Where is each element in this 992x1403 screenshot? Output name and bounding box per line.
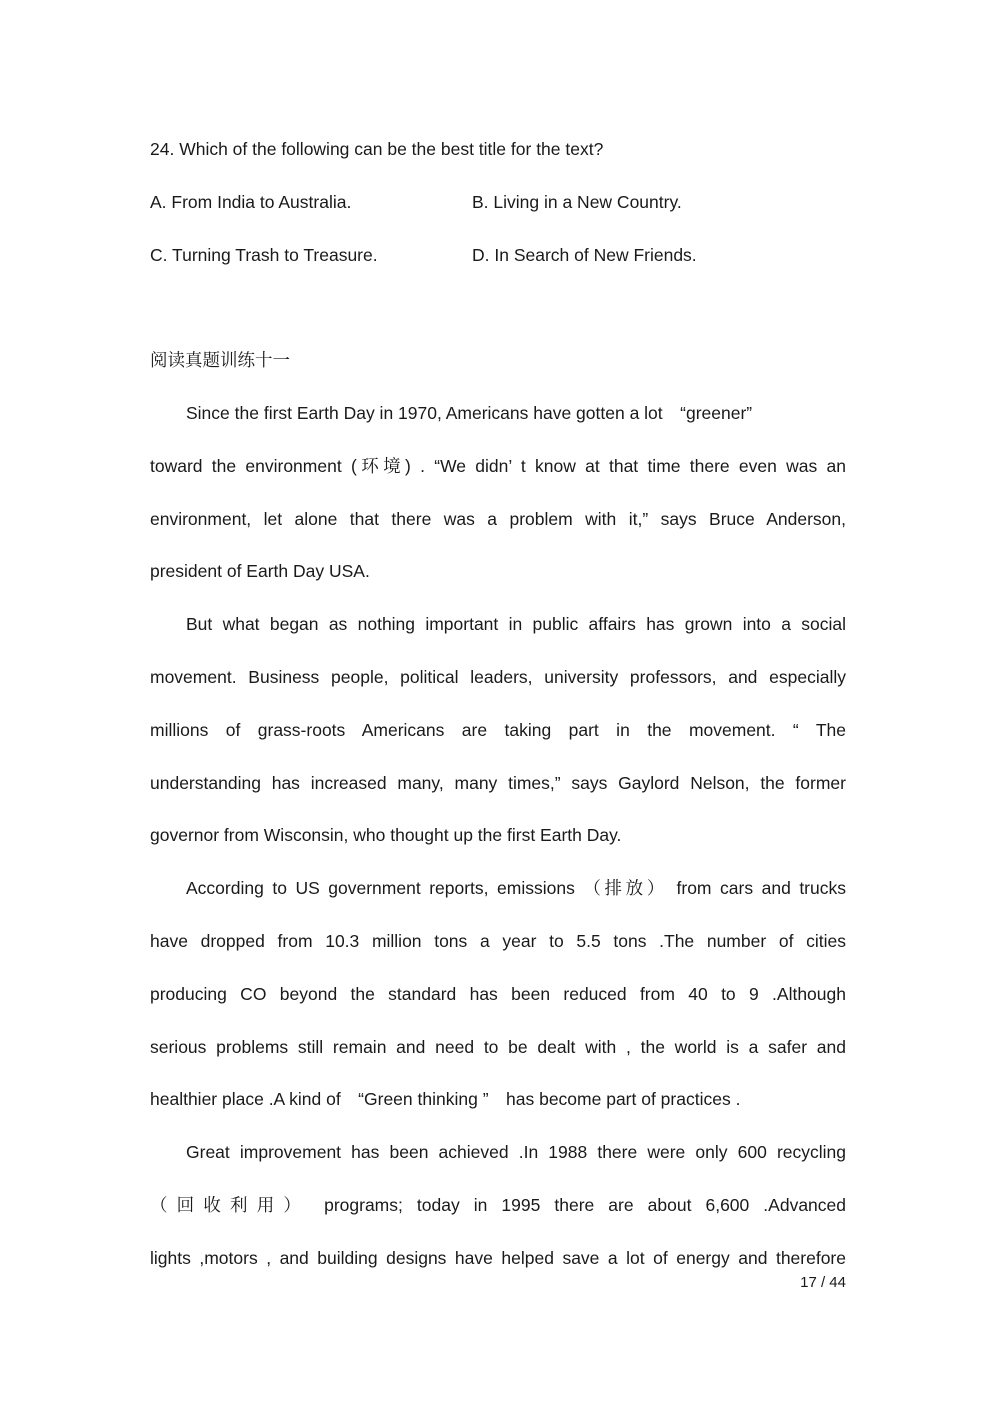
passage-line: But what began as nothing important in public affairs has grown into a social: [186, 614, 846, 635]
section-heading: 阅读真题训练十一: [150, 350, 290, 371]
passage-line: lights ,motors , and building designs have helped save a lot of energy and therefore: [150, 1247, 846, 1268]
page-number: 17 / 44: [800, 1274, 846, 1291]
passage-line: president of Earth Day USA.: [150, 561, 370, 582]
passage-line: serious problems still remain and need to be dealt with , the world is a safer and: [150, 1036, 846, 1057]
passage-line: healthier place .A kind of “Green thinking ” has become part of practices .: [150, 1089, 741, 1110]
passage-line: toward the environment (环境) . “We didn’ t know at that time there even was an: [150, 455, 846, 476]
question-text: 24. Which of the following can be the best title for the text?: [150, 139, 604, 159]
passage-line: Great improvement has been achieved .In 1988 there were only 600 recycling: [186, 1142, 846, 1163]
passage-line: environment, let alone that there was a problem with it,” says Bruce Anderson,: [150, 508, 846, 529]
option-c: C. Turning Trash to Treasure.: [150, 244, 378, 265]
options-row-1: [150, 176, 846, 229]
passage-line: （回收利用） programs; today in 1995 there are about 6,600 .Advanced: [150, 1194, 846, 1215]
document-body: [150, 123, 846, 1285]
passage-line: According to US government reports, emissions （排放） from cars and trucks: [186, 878, 846, 899]
passage-line: understanding has increased many, many times,” says Gaylord Nelson, the former: [150, 772, 846, 793]
passage-line: movement. Business people, political leaders, university professors, and especially: [150, 666, 846, 687]
passage-line: governor from Wisconsin, who thought up the first Earth Day.: [150, 825, 622, 846]
passage-line: Since the first Earth Day in 1970, Americans have gotten a lot “greener”: [186, 402, 753, 423]
option-b: B. Living in a New Country.: [472, 191, 682, 212]
passage-line: have dropped from 10.3 million tons a year to 5.5 tons .The number of cities: [150, 930, 846, 951]
blank-line: [150, 281, 846, 334]
option-d: D. In Search of New Friends.: [472, 244, 697, 265]
options-row-2: [150, 229, 846, 282]
passage-line: millions of grass-roots Americans are taking part in the movement. “ The: [150, 719, 846, 740]
option-a: A. From India to Australia.: [150, 191, 352, 212]
passage-line: producing CO beyond the standard has been reduced from 40 to 9 .Although: [150, 983, 846, 1004]
